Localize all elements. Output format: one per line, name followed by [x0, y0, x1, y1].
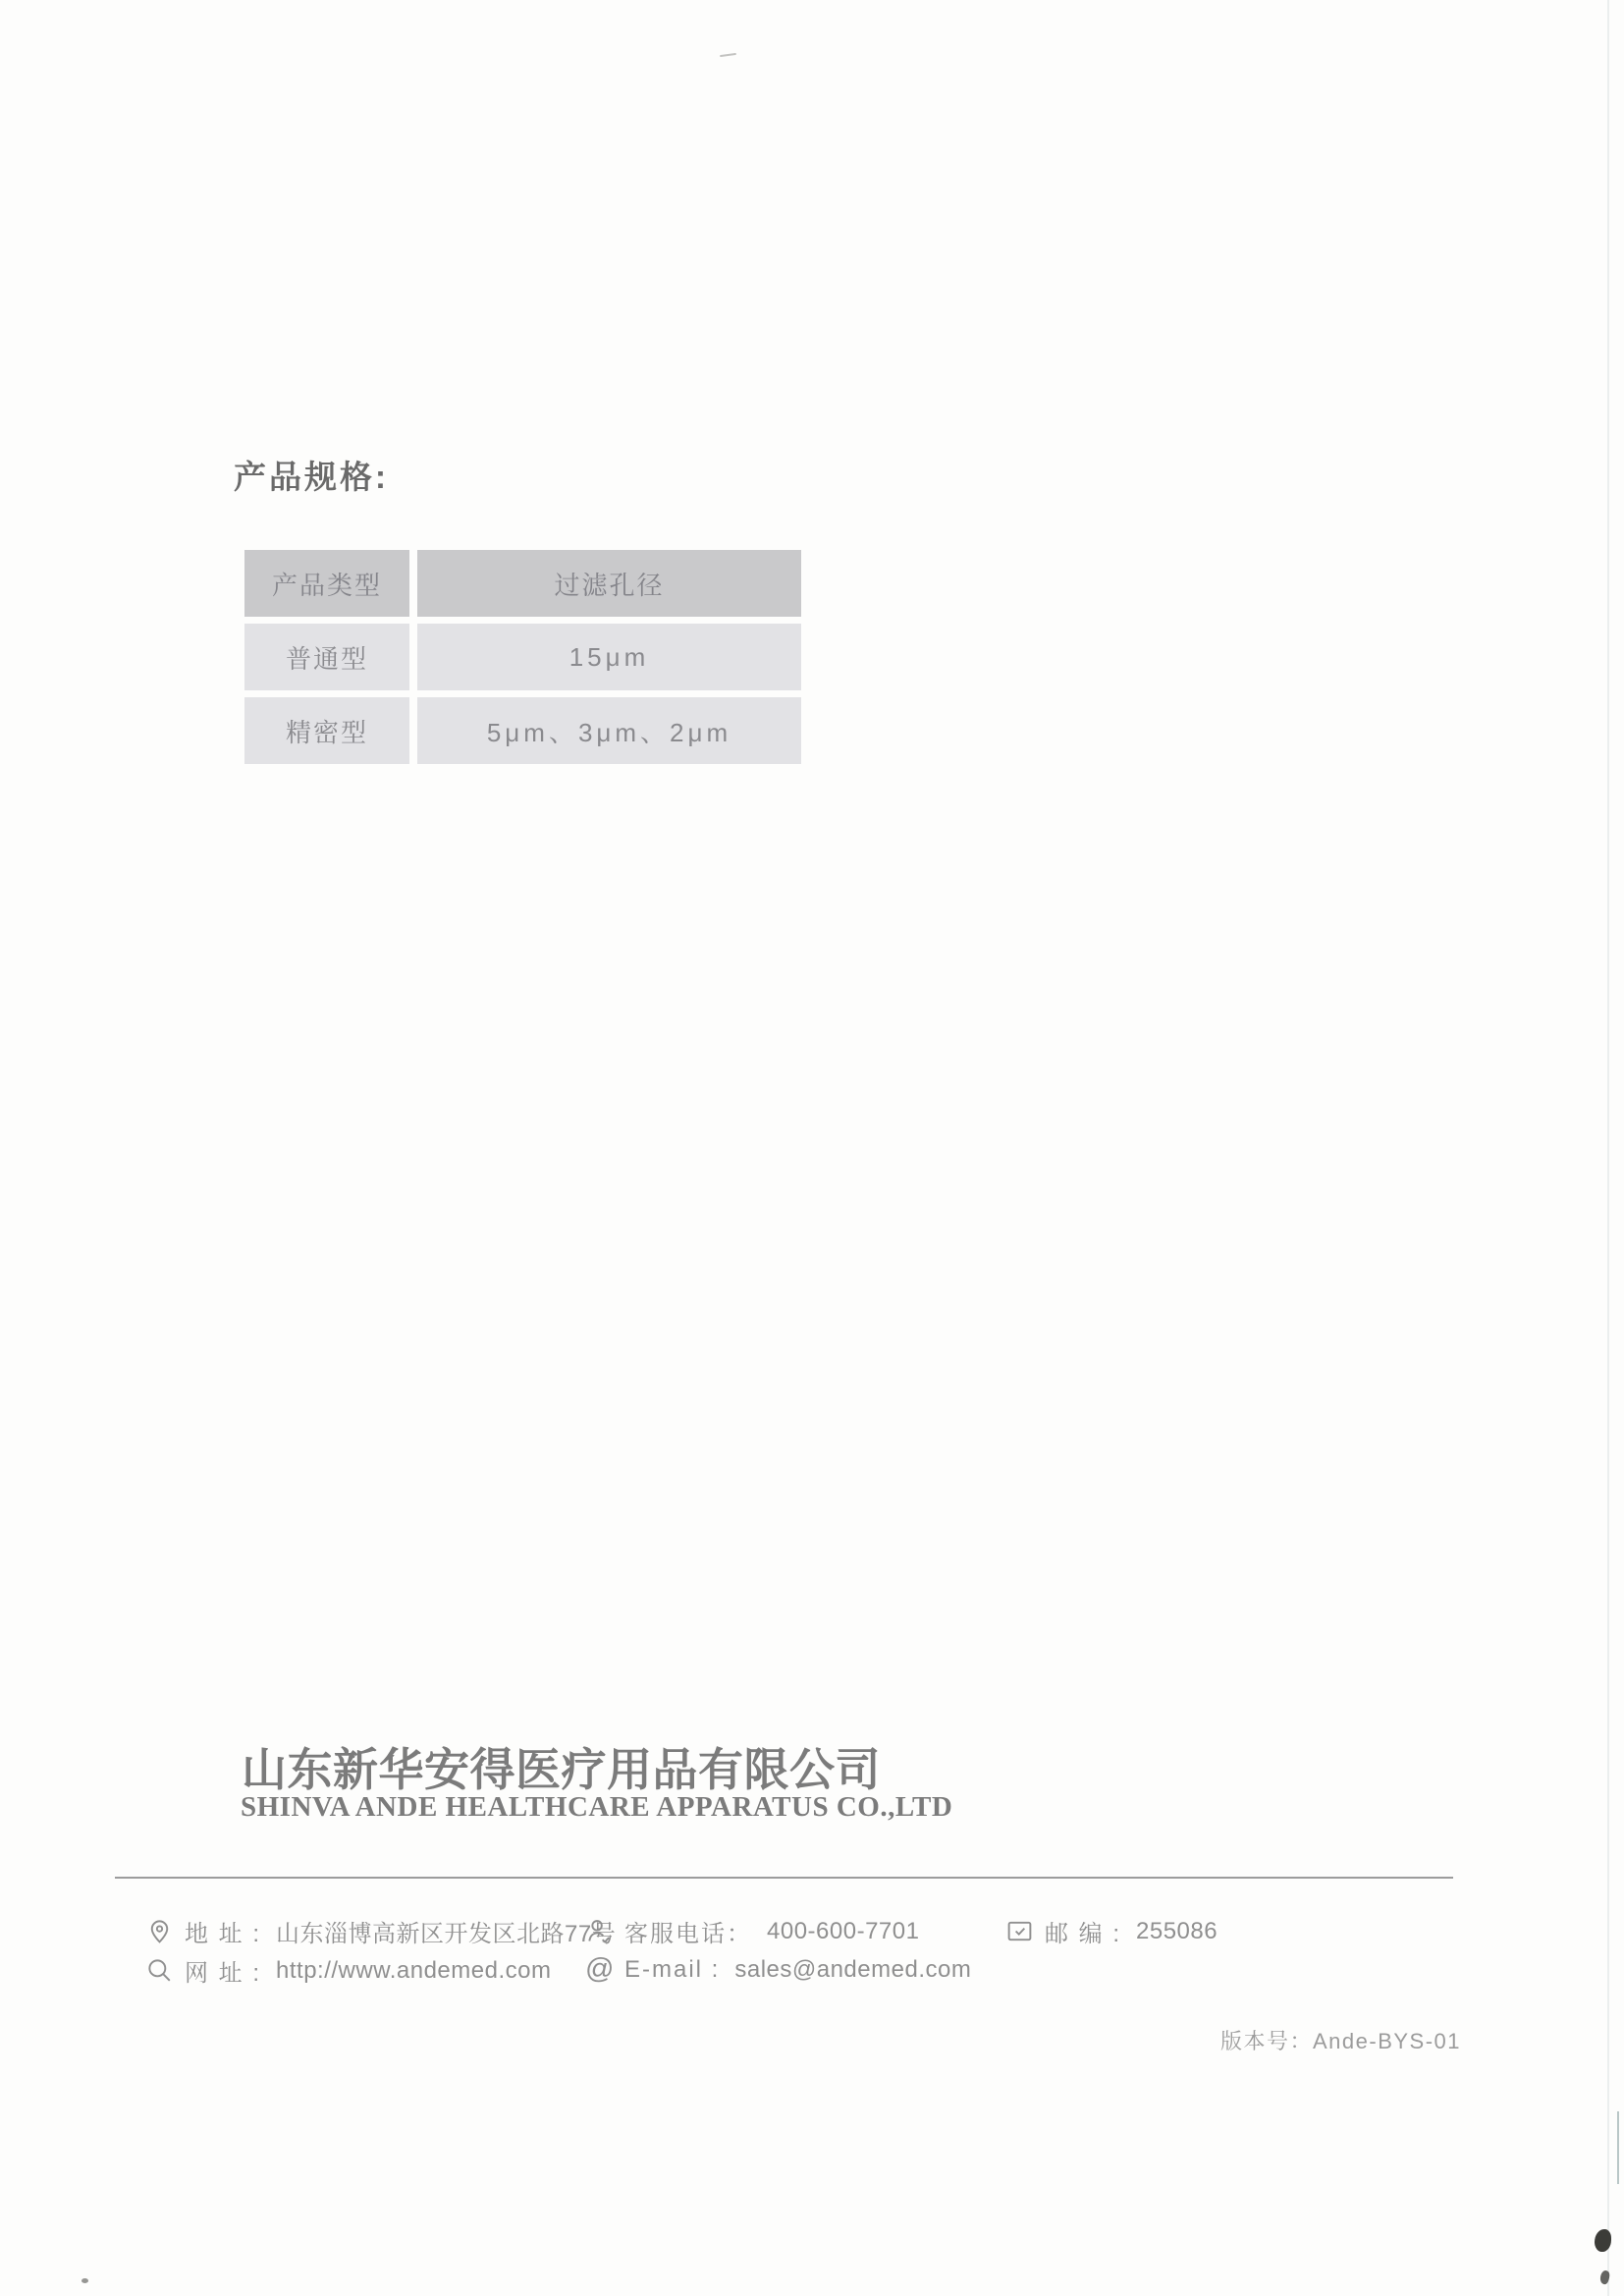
postal-value: 255086	[1136, 1917, 1218, 1944]
address-value: 山东淄博高新区开发区北路77号	[276, 1921, 617, 1947]
contact-address	[145, 1914, 616, 1948]
website-label: 网 址 :	[185, 1960, 262, 1987]
scan-artifact	[720, 53, 736, 57]
email-label: E-mail :	[624, 1955, 721, 1983]
person-check-icon	[585, 1917, 614, 1945]
table-cell-pore-standard: 15μm	[417, 624, 801, 690]
contact-postal-code	[1005, 1914, 1218, 1948]
version-number: 版本号：Ande-BYS-01	[1220, 2029, 1462, 2053]
postal-label: 邮 编 :	[1045, 1921, 1122, 1947]
search-icon	[145, 1956, 174, 1985]
footer-divider	[115, 1877, 1453, 1879]
company-name-chinese: 山东新华安得医疗用品有限公司	[242, 1744, 881, 1795]
company-name-english: SHINVA ANDE HEALTHCARE APPARATUS CO.,LTD	[241, 1791, 953, 1823]
contact-phone	[585, 1914, 919, 1948]
contact-website	[145, 1953, 551, 1988]
table-header-product-type: 产品类型	[244, 550, 409, 617]
address-label: 地 址 :	[185, 1921, 262, 1947]
website-value: http://www.andemed.com	[276, 1956, 552, 1984]
table-header-pore-size: 过滤孔径	[417, 550, 801, 617]
page-title: 产品规格:	[234, 459, 389, 495]
table-cell-type-precision: 精密型	[244, 697, 409, 764]
contact-email	[585, 1953, 971, 1986]
envelope-check-icon	[1005, 1917, 1034, 1945]
at-sign-icon: @	[585, 1953, 615, 1985]
email-value: sales@andemed.com	[734, 1955, 972, 1983]
phone-value: 400-600-7701	[767, 1917, 920, 1944]
location-pin-icon	[145, 1917, 174, 1945]
scan-artifact	[1607, 0, 1609, 2296]
table-cell-type-standard: 普通型	[244, 624, 409, 690]
scan-artifact	[81, 2278, 88, 2283]
table-cell-pore-precision: 5μm、3μm、2μm	[417, 697, 801, 764]
phone-label: 客服电话：	[624, 1921, 752, 1947]
spec-table	[244, 550, 801, 764]
scan-artifact	[1617, 2111, 1619, 2184]
